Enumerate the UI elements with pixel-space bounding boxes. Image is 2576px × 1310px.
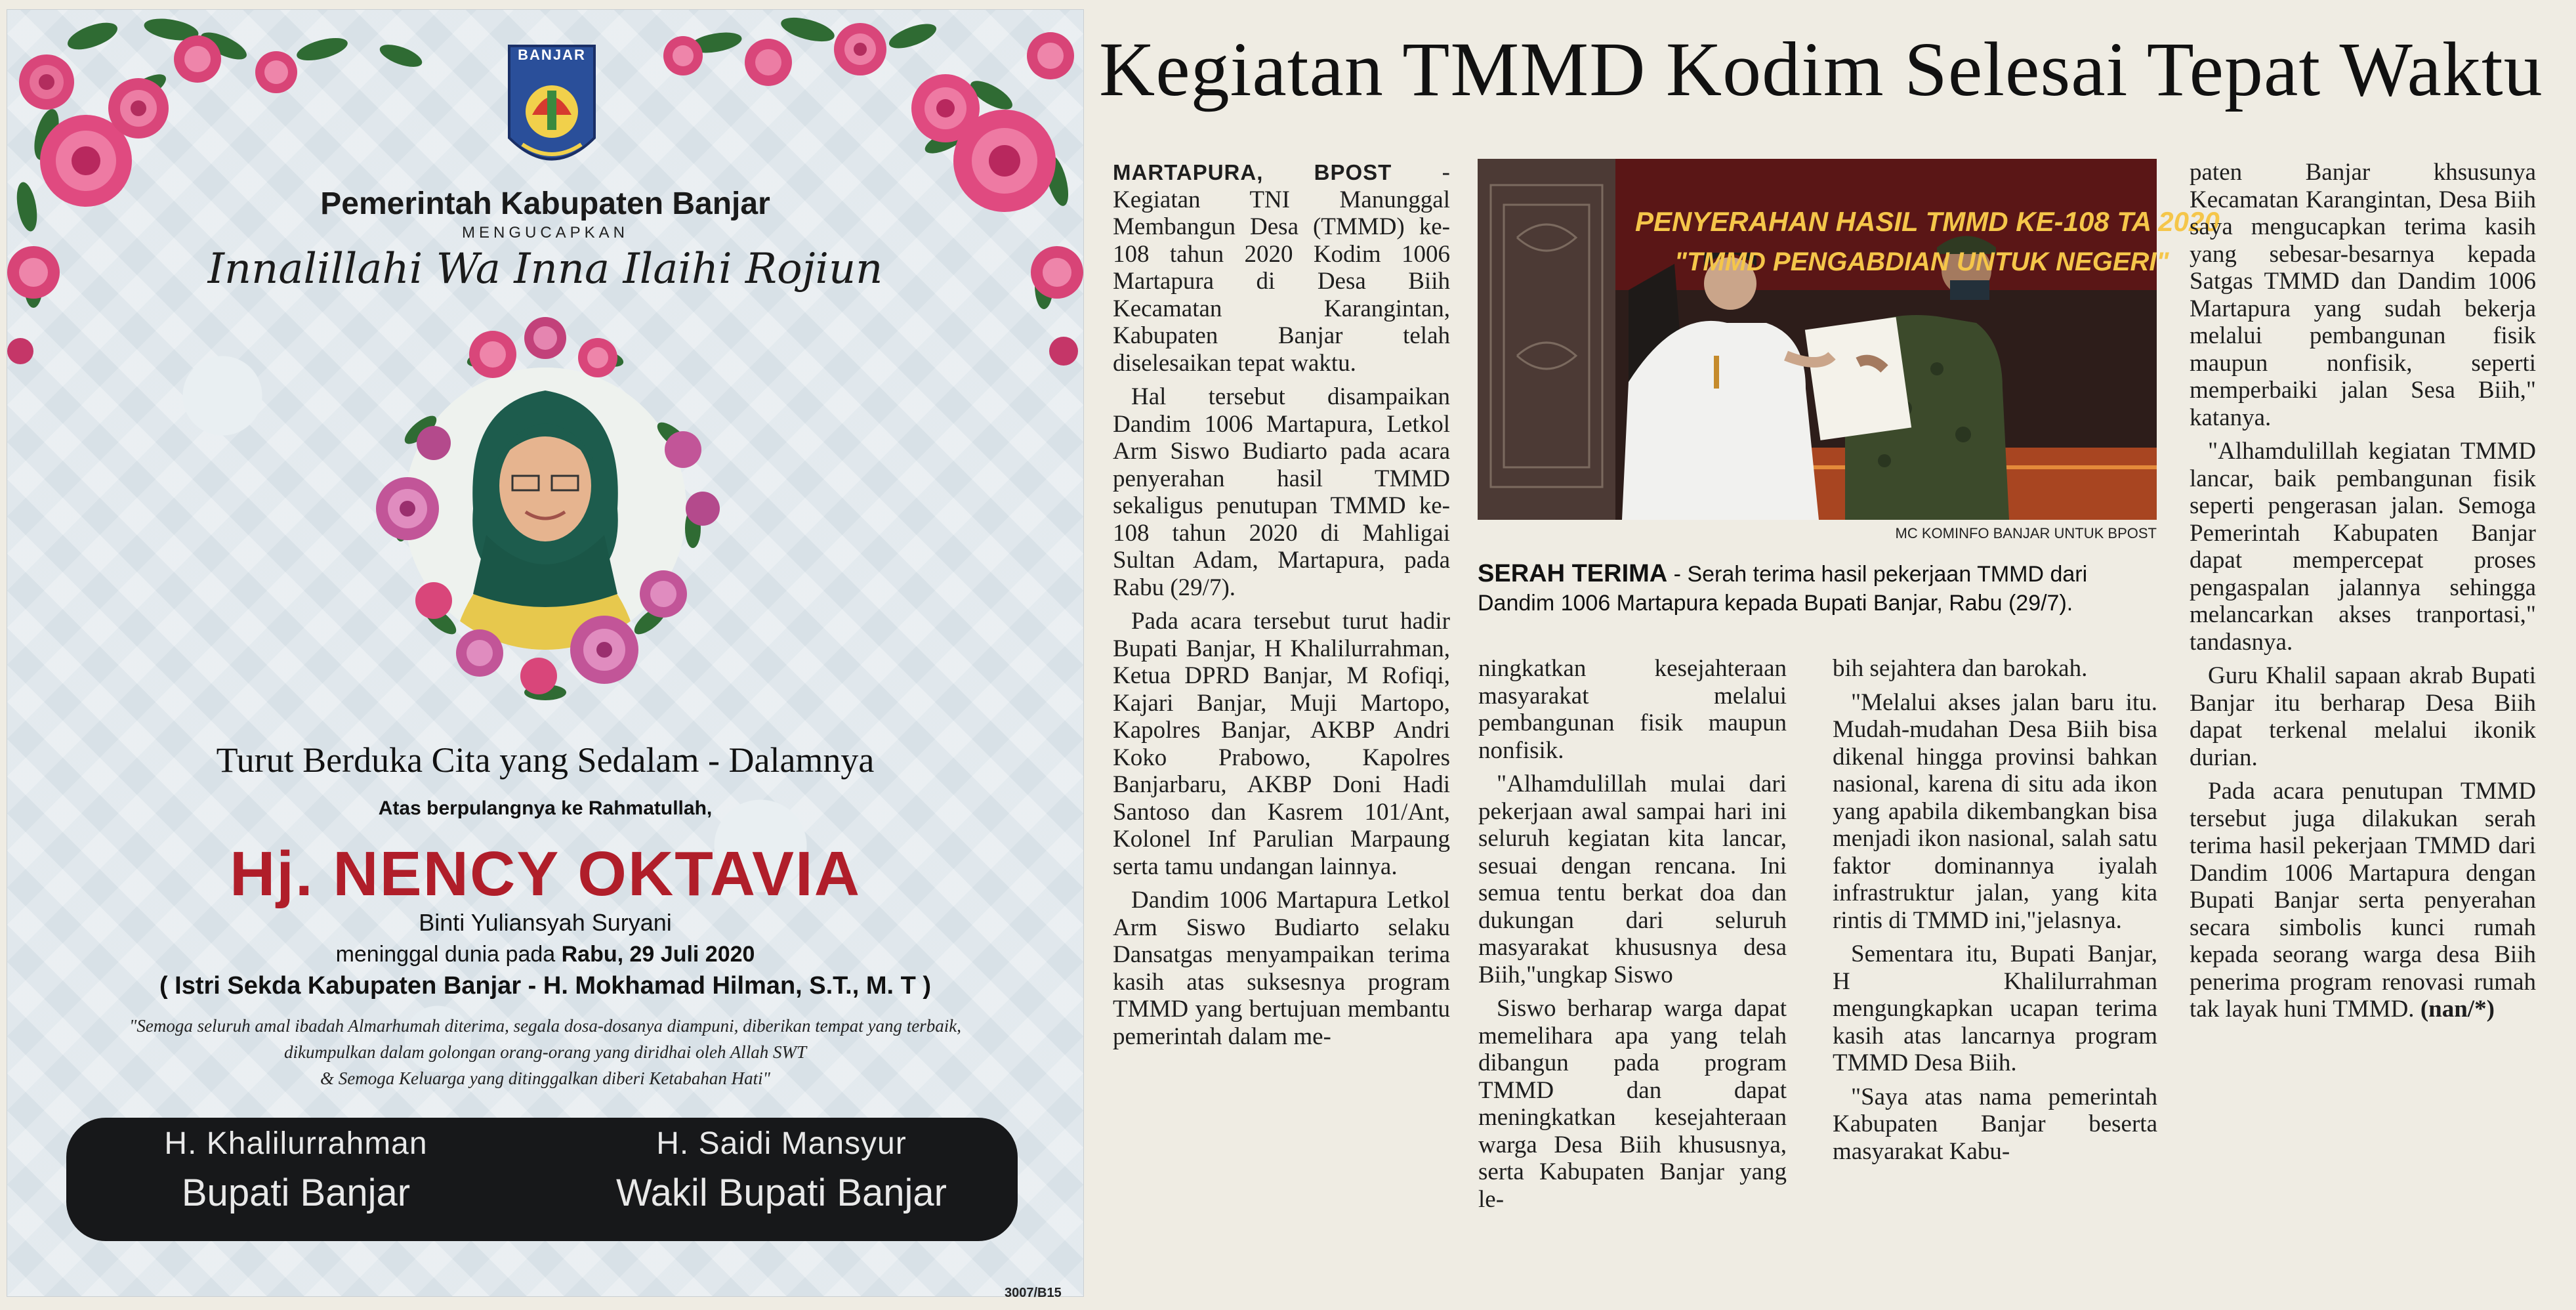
article-paragraph: Hal tersebut disampaikan Dandim 1006 Martapura, Letkol Arm Siswo Budiarto pada acara penyerahan hasil TMMD sekaligus penutupan TMMD ke-108 tahun 2020 di Mahligai Sultan Adam, Martapura, pada Rabu (29/7). <box>1113 383 1450 601</box>
caption-title: SERAH TERIMA <box>1478 560 1668 587</box>
doa-line: dikumpulkan dalam golongan orang-orang yang diridhai oleh Allah SWT <box>284 1042 806 1062</box>
article-paragraph: paten Banjar khsusunya Kecamatan Karangintan, Desa Biih saya mengucapkan terima kasih yang sebesar-besarnya kepada Satgas TMMD dan Dandim 1006 Martapura yang sudah bekerja melalui pembangunan fisik maupun nonfisik, seperti memperbaiki jalan Sesa Biih," katanya. <box>2190 159 2536 431</box>
signer-wakil-bupati <box>585 1126 978 1215</box>
signer-title: Wakil Bupati Banjar <box>616 1172 947 1214</box>
article-paragraph: "Alhamdulillah kegiatan TMMD lancar, baik pembangunan fisik seperti pengerasan jalan. Semoga Pemerintah Kabupaten Banjar dapat mempercepat proses pengaspalan jalannya sehingga melancarkan akses tranportasi," tandasnya. <box>2190 438 2536 656</box>
signer-name: H. Khalilurrahman <box>164 1126 428 1161</box>
signer-title: Bupati Banjar <box>181 1172 411 1214</box>
condolence-ad <box>7 9 1084 1300</box>
says-label: MENGUCAPKAN <box>461 224 629 242</box>
caption-text: - Serah terima hasil pekerjaan TMMD dari Dandim 1006 Martapura kepada Bupati Banjar, Rabu (29/7). <box>1478 562 2088 616</box>
photo-banner-line-1: PENYERAHAN HASIL TMMD KE-108 TA 2020 <box>1635 206 2220 237</box>
flower-wreath-portrait <box>316 312 775 719</box>
article-paragraph: Sementara itu, Bupati Banjar, H Khalilurrahman mengungkapkan ucapan terima kasih atas lancarnya program TMMD Desa Biih. <box>1833 940 2157 1076</box>
passing-line: Atas berpulangnya ke Rahmatullah, <box>378 797 713 819</box>
spouse-line: ( Istri Sekda Kabupaten Banjar - H. Mokhamad Hilman, S.T., M. T ) <box>159 972 932 1000</box>
doa-line: "Semoga seluruh amal ibadah Almarhumah diterima, segala dosa-dosanya diampuni, diberikan tempat yang terbaik, <box>129 1016 961 1036</box>
article-paragraph: bih sejahtera dan barokah. <box>1833 655 2088 682</box>
death-date-line <box>7 942 1083 967</box>
photo-illustration <box>1478 159 2220 520</box>
signer-bupati <box>99 1126 493 1215</box>
doa-line: & Semoga Keluarga yang ditinggalkan diberi Ketabahan Hati" <box>320 1068 771 1088</box>
article-column-4 <box>2190 159 2536 1030</box>
article-column-2 <box>1478 655 1787 1219</box>
article-headline: Kegiatan TMMD Kodim Selesai Tepat Waktu <box>1099 26 2543 112</box>
article-paragraph: "Alhamdulillah mulai dari pekerjaan awal sampai hari ini seluruh kegiatan kita lancar, sesuai dengan rencana. Ini semua tentu berkat doa dan dukungan dari seluruh masyarakat khususnya desa Biih,"ungkap Siswo <box>1478 771 1787 988</box>
doa-text <box>20 1013 1070 1091</box>
article-paragraph: Pada acara penutupan TMMD tersebut juga dilakukan serah terima hasil pekerjaan TMMD dari Dandim 1006 Martapura dengan Bupati Banjar serta penyerahan secara simbolis kunci rumah kepada seorang warga desa Biih penerima program renovasi rumah tak layak huni TMMD. (nan/*) <box>2190 778 2536 1023</box>
article-column-3 <box>1833 655 2157 1172</box>
condolence-heading: Turut Berduka Cita yang Sedalam - Dalamnya <box>216 740 875 780</box>
signer-name: H. Saidi Mansyur <box>656 1126 907 1161</box>
article-column-1 <box>1113 159 1450 1057</box>
photo-caption <box>1478 559 2157 618</box>
signoff: (nan/*) <box>2420 996 2495 1023</box>
government-name: Pemerintah Kabupaten Banjar <box>320 186 770 221</box>
article-paragraph: "Saya atas nama pemerintah Kabupaten Banjar beserta masyarakat Kabu- <box>1833 1083 2157 1165</box>
logo-text: BANJAR <box>518 47 586 63</box>
photo-credit: MC KOMINFO BANJAR UNTUK BPOST <box>1895 525 2157 541</box>
article-paragraph: Guru Khalil sapaan akrab Bupati Banjar itu berharap Desa Biih dapat terkenal melalui ikonik durian. <box>2190 662 2536 771</box>
lineage-line: Binti Yuliansyah Suryani <box>419 909 672 936</box>
article-paragraph: Dandim 1006 Martapura Letkol Arm Siswo Budiarto selaku Dansatgas menyampaikan terima kasih atas suksesnya program TMMD yang bertujuan membantu pemerintah dalam me- <box>1113 887 1450 1050</box>
death-date: Rabu, 29 Juli 2020 <box>561 942 755 967</box>
article-paragraph: "Melalui akses jalan baru itu. Mudah-mudahan Desa Biih bisa dikenal hingga provinsi bahkan nasional, karena di situ ada ikon yang apabila dikembangkan bisa menjadi ikon nasional, salah satu faktor dominannya iyalah infrastruktur jalan, yang kita rintis di TMMD ini,"jelasnya. <box>1833 688 2157 934</box>
dateline: MARTAPURA, BPOST <box>1113 160 1392 184</box>
photo-banner-line-2: "TMMD PENGABDIAN UNTUK NEGERI" <box>1674 247 2169 276</box>
article-paragraph: Pada acara tersebut turut hadir Bupati Banjar, H Khalilurrahman, Ketua DPRD Banjar, M Rofiqi, Kajari Banjar, Muji Martopo, Kapolres Banjar, AKBP Andri Koko Prabowo, Kapolres Banjarbaru, AKBP Doni Hadi Santoso dan Kasrem 101/Ant, Kolonel Inf Parulian Marpaung serta tamu undangan lainnya. <box>1113 608 1450 880</box>
article-paragraph: ningkatkan kesejahteraan masyarakat melalui pembangunan fisik maupun nonfisik. <box>1478 655 1787 764</box>
article-paragraph: MARTAPURA, BPOST - Kegiatan TNI Manunggal Membangun Desa (TMMD) ke-108 tahun 2020 Kodim 1006 Martapura di Desa Biih Kecamatan Karangintan, Kabupaten Banjar telah diselesaikan tepat waktu. <box>1113 159 1451 377</box>
article-paragraph: Siswo berharap warga dapat memelihara apa yang telah dibangun pada program TMMD dan dapat meningkatkan kesejahteraan warga Desa Biih khususnya, serta Kabupaten Banjar yang le- <box>1478 995 1787 1213</box>
article-photo <box>1478 159 2220 520</box>
ad-code: 3007/B15 <box>1005 1286 1062 1300</box>
prayer-title: Innalillahi Wa Inna Ilaihi Rojiun <box>207 245 883 293</box>
death-prefix: meninggal dunia pada <box>335 942 556 967</box>
deceased-name: Hj. NENCY OKTAVIA <box>229 839 862 909</box>
